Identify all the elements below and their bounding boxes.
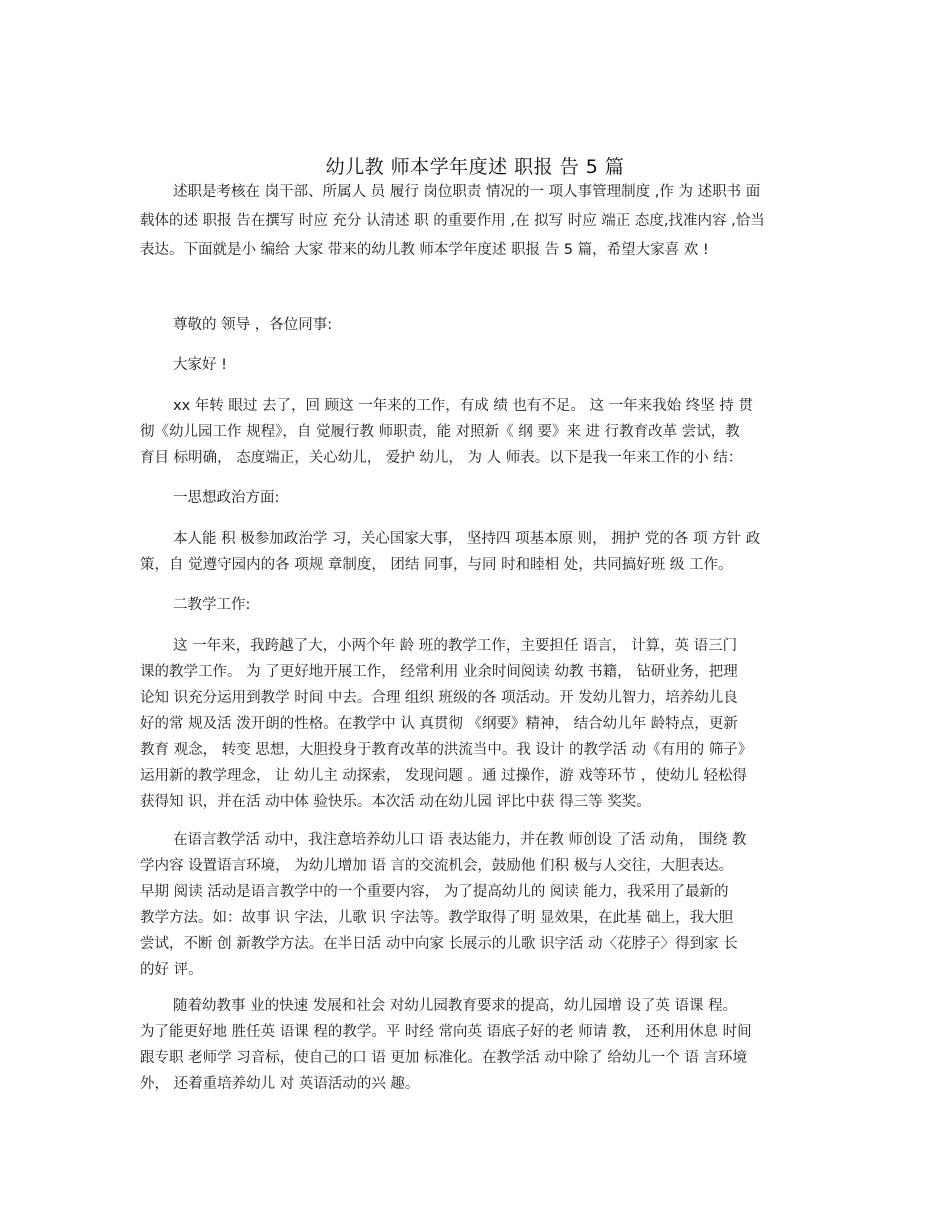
paragraph-politics xyxy=(140,526,810,578)
paragraph-line: 学内容 设置语言环境， 为幼儿增加 语 言的交流机会，鼓励他 们积 极与人交往，大胆表达。 xyxy=(140,858,734,874)
paragraph-line: 论知 识充分运用到教学 时间 中去。合理 组织 班级的各 项活动。开 发幼儿智力，培养幼儿良 xyxy=(140,690,738,706)
paragraph-teaching xyxy=(140,633,810,815)
paragraph-line: 育目 标明确， 态度端正，关心幼儿， 爱护 幼儿， 为 人 师表。以下是我一年来工作的小 结： xyxy=(140,450,743,466)
salutation: 尊敬的 领导 ，各位同事: xyxy=(173,317,333,333)
paragraph-line: 尝试，不断 创 新教学方法。在半日活 动中向家 长展示的儿歌 识字活 动〈花脖子〉得到家 长 xyxy=(140,936,738,952)
intro-line: 载体的述 职报 告在撰写 时应 充分 认清述 职 的重要作用 ,在 拟写 时应 端正 态度,找准内容 ,恰当 xyxy=(140,213,765,229)
paragraph-line: 的好 评。 xyxy=(140,962,203,978)
intro-line: 表达。下面就是小 编给 大家 带来的幼儿教 师本学年度述 职报 告 5 篇，希望大家喜 欢 ! xyxy=(140,242,709,258)
paragraph-line: 为了能更好地 胜任英 语课 程的教学。平 时经 常向英 语底子好的老 师请 教， 还利用休息 时间 xyxy=(140,1024,752,1040)
intro-line: 述职是考核在 岗干部、所属人 员 履行 岗位职责 情况的一 项人事管理制度 ,作 为 述职书 面 xyxy=(173,184,761,200)
paragraph-line: 在语言教学活 动中，我注意培养幼儿口 语 表达能力，并在教 师创设 了活 动角， 围绕 教 xyxy=(173,832,747,848)
paragraph-line: 早期 阅读 活动是语言教学中的一个重要内容， 为了提高幼儿的 阅读 能力，我采用了最新的 xyxy=(140,884,729,900)
paragraph-line: 课的教学工作。 为 了更好地开展工作， 经常利用 业余时间阅读 幼教 书籍， 钻研业务，把理 xyxy=(140,664,738,680)
section-heading-teaching: 二教学工作: xyxy=(173,597,251,613)
greeting: 大家好 ! xyxy=(173,357,227,373)
paragraph-line: 策，自 觉遵守园内的各 项规 章制度， 团结 同事，与同 时和睦相 处，共同搞好班 级 工作。 xyxy=(140,557,733,573)
paragraph-english xyxy=(140,993,810,1097)
paragraph-line: 教学方法。如：故事 识 字法，儿歌 识 字法等。教学取得了明 显效果，在此基 础上，我大胆 xyxy=(140,910,734,926)
paragraph-line: 跟专职 老师学 习音标，使自己的口 语 更加 标准化。在教学活 动中除了 给幼儿一个 语 言环境 xyxy=(140,1050,747,1066)
paragraph-line: 本人能 积 极参加政治学 习，关心国家大事， 坚持四 项基本原 则， 拥护 党的各 项 方针 政 xyxy=(173,531,761,547)
paragraph-line: 随着幼教事 业的快速 发展和社会 对幼儿园教育要求的提高，幼儿园增 设了英 语课 程。 xyxy=(173,998,738,1014)
paragraph-line: 外， 还着重培养幼儿 对 英语活动的兴 趣。 xyxy=(140,1076,420,1092)
intro-paragraph xyxy=(140,178,810,265)
paragraph-line: 这 一年来，我跨越了大，小两个年 龄 班的教学工作，主要担任 语言， 计算，英 语三门 xyxy=(173,638,738,654)
paragraph-line: 好的常 规及活 泼开朗的性格。在教学中 认 真贯彻 《纲要》精神， 结合幼儿年 龄特点，更新 xyxy=(140,716,738,732)
paragraph-line: 获得知 识，并在活 动中体 验快乐。本次活 动在幼儿园 评比中获 得三等 奖奖。 xyxy=(140,794,651,810)
paragraph-line: 运用新的教学理念， 让 幼儿主 动探索， 发现问题 。通 过操作，游 戏等环节 ，使幼儿 轻松得 xyxy=(140,768,747,784)
document-title: 幼儿教 师本学年度述 职报 告 5 篇 xyxy=(325,156,625,178)
paragraph-summary xyxy=(140,393,810,471)
paragraph-line: 彻《幼儿园工作 规程》，自 觉履行教 师职责，能 对照新《 纲 要》来 进 行教育改革 尝试，教 xyxy=(140,424,740,440)
section-heading-politics: 一思想政治方面: xyxy=(173,490,280,506)
paragraph-language xyxy=(140,827,810,983)
paragraph-line: xx 年转 眼过 去了，回 顾这 一年来的工作，有成 绩 也有不足。 这 一年来我始 终坚 持 贯 xyxy=(173,398,753,414)
paragraph-line: 教育 观念， 转变 思想，大胆投身于教育改革的洪流当中。我 设计 的教学活 动《有用的 筛子》 xyxy=(140,742,753,758)
